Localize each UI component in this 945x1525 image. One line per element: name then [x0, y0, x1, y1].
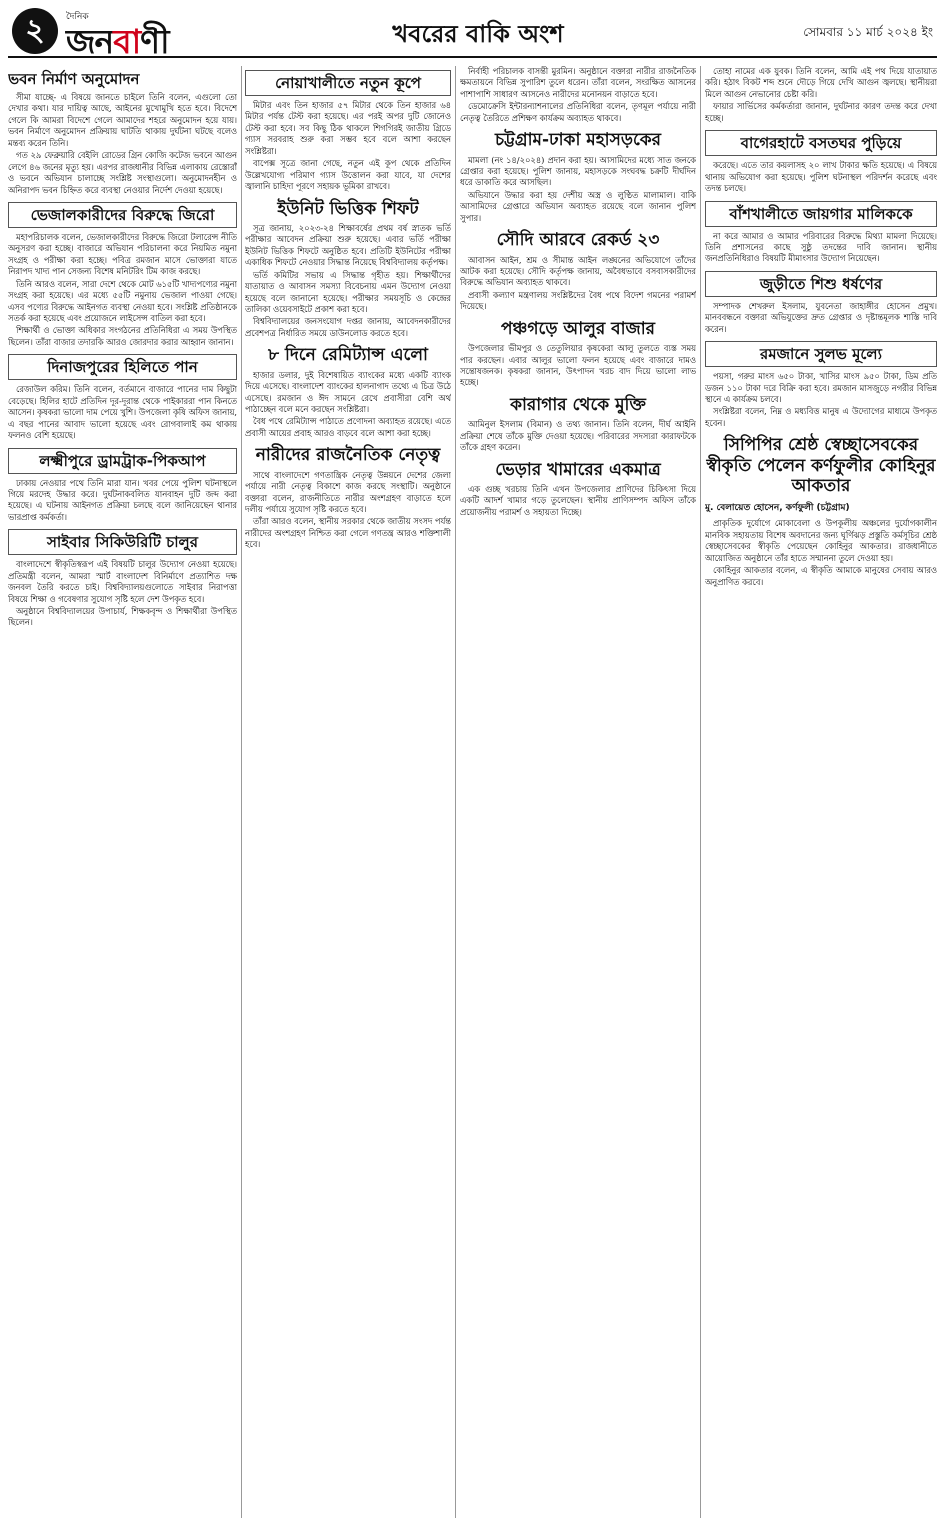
article-headline: সাইবার সিকিউরিটি চালুর [8, 529, 237, 555]
column-4 [705, 66, 937, 1518]
article-paragraph: উপজেলার ভীমপুর ও তেতুলিয়ার কৃষকেরা আলু তুলতে ব্যস্ত সময় পার করছেন। এবার আলুর ভালো ফলন হয়েছে এবং বাজারে দামও সন্তোষজনক। কৃষকরা জানান, উৎপাদন খরচ বাদ দিয়ে ভালো লাভ হচ্ছে। [460, 343, 696, 388]
article-headline: বাগেরহাটে বসতঘর পুড়িয়ে [705, 130, 937, 156]
article [705, 130, 937, 194]
article-paragraph: না করে আমার ও আমার পরিবারের বিরুদ্ধে মিথ্যা মামলা দিয়েছে। তিনি প্রশাসনের কাছে সুষ্ঠু তদন্তের দাবি জানান। স্থানীয় জনপ্রতিনিধিরাও বিষয়টি মীমাংসার উদ্যোগ নিয়েছেন। [705, 230, 937, 264]
article-paragraph: শিক্ষার্থী ও ভোক্তা অধিকার সংগঠনের প্রতিনিধিরা এ সময় উপস্থিত ছিলেন। তাঁরা বাজার তদারকি আরও জোরদার করার আহ্বান জানান। [8, 325, 237, 347]
article [245, 199, 451, 340]
article-paragraph: ঢাকায় নেওয়ার পথে তিনি মারা যান। খবর পেয়ে পুলিশ ঘটনাস্থলে গিয়ে মরদেহ উদ্ধার করে। দুর্ঘটনাকবলিত যানবাহন দুটি জব্দ করা হয়েছে। এ ঘটনায় আইনগত প্রক্রিয়া চলছে বলে জানিয়েছেন থানার ভারপ্রাপ্ত কর্মকর্তা। [8, 477, 237, 522]
article [460, 230, 696, 313]
article [460, 319, 696, 389]
article-body [245, 223, 451, 339]
column-3 [460, 66, 696, 1518]
article-headline: ভবন নির্মাণ অনুমোদন [8, 70, 140, 88]
paper-name: জনবাণী [66, 22, 169, 61]
article-paragraph: সাথে বাংলাদেশে গণতান্ত্রিক নেতৃত্ব উন্নয়নে দেশের জেলা পর্যায়ে নারী নেতৃত্ব বিকাশে কাজ করছে সংস্থাটি। অনুষ্ঠানে বক্তারা বলেন, রাজনীতিতে নারীর অংশগ্রহণ বাড়াতে হলে দলীয় পর্যায়ে সুযোগ সৃষ্টি করতে হবে। [245, 469, 451, 514]
article-headline: চট্টগ্রাম-ঢাকা মহাসড়কের [494, 130, 662, 151]
article-body [8, 232, 237, 348]
article-headline: বাঁশখালীতে জায়গার মালিককে [705, 201, 937, 227]
article-body [245, 100, 451, 193]
article-body [8, 559, 237, 629]
article [705, 271, 937, 335]
article-paragraph: আবাসন আইন, শ্রম ও সীমান্ত আইন লঙ্ঘনের অভিযোগে তাঁদের আটক করা হয়েছে। সৌদি কর্তৃপক্ষ জানায়, অবৈধভাবে বসবাসকারীদের বিরুদ্ধে অভিযান অব্যাহত থাকবে। [460, 254, 696, 288]
issue-date: সোমবার ১১ মার্চ ২০২৪ ইং [803, 25, 933, 39]
article-paragraph: সম্পাদক শেখরুল ইসলাম, যুবনেতা জাহাঙ্গীর হোসেন প্রমুখ। মানববন্ধনে বক্তারা অভিযুক্তের দ্রুত গ্রেপ্তার ও দৃষ্টান্তমূলক শাস্তি দাবি করেন। [705, 300, 937, 334]
article-paragraph: সীমা যাচ্ছে- এ বিষয়ে জানতে চাইলে তিনি বলেন, এগুলো তো দেখার কথা। যার দায়িত্ব আছে, আইনের মুখোমুখি হতে হবে। বিদেশে গেলে কি আমরা বিদেশে গেলে আমাদের শহরে অনুমোদন হয়ে যায়। ভবন নির্মাণে অনুমোদন প্রক্রিয়ায় ঘাটতি থাকায় দুর্ঘটনা ঘটছে বলেও মন্তব্য করেন তিনি। [8, 92, 237, 148]
article-paragraph: গত ২৯ ফেব্রুয়ারি বেইলি রোডের গ্রিন কোজি কটেজ ভবনে আগুন লেগে ৪৬ জনের মৃত্যু হয়। এরপর রাজধানীর বিভিন্ন এলাকায় রেস্তোরাঁ ও ভবনে অভিযান চালাচ্ছে সংশ্লিষ্ট সংস্থাগুলো। অনুমোদনহীন ও অনিরাপদ ভবন চিহ্নিত করে ব্যবস্থা নেওয়ার নির্দেশ দেওয়া হয়েছে। [8, 150, 237, 195]
article-paragraph: অভিযানে উদ্ধার করা হয় দেশীয় অস্ত্র ও লুণ্ঠিত মালামাল। বাকি আসামিদের গ্রেপ্তারে অভিযান অব্যাহত রয়েছে বলে জানান পুলিশ সুপার। [460, 189, 696, 223]
newspaper-logo [12, 8, 237, 61]
article-paragraph: রেজাউল করিম। তিনি বলেন, বর্তমানে বাজারে পানের দাম কিছুটা বেড়েছে। হিলির হাটে প্রতিদিন দূর-দূরান্ত থেকে পাইকাররা পান কিনতে আসেন। কৃষকরা ভালো দাম পেয়ে খুশি। উপজেলা কৃষি অফিস জানায়, এ বছর পানের আবাদ ভালো হয়েছে এবং রোগবালাই কম থাকায় ফলনও বেশি হয়েছে। [8, 384, 237, 441]
article-body [8, 92, 237, 196]
article-paragraph: এক গুচ্ছ খরচায় তিনি এখন উপজেলার প্রাণিদের চিকিৎসা দিয়ে একটি আদর্শ খামার গড়ে তুলেছেন। স্থানীয় প্রাণিসম্পদ অফিস তাঁকে প্রয়োজনীয় পরামর্শ ও সহায়তা দিচ্ছে। [460, 484, 696, 517]
article-headline: পঞ্চগড়ে আলুর বাজার [500, 318, 656, 339]
article [705, 341, 937, 429]
section-title: খবরের বাকি অংশ [392, 19, 564, 48]
column-2 [245, 66, 451, 1518]
article-paragraph: নির্বাহী পরিচালক বাসন্তী মুরমিন। অনুষ্ঠানে বক্তারা নারীর রাজনৈতিক ক্ষমতায়নে বিভিন্ন সুপারিশ তুলে ধরেন। তাঁরা বলেন, সংরক্ষিত আসনের পাশাপাশি সাধারণ আসনেও নারীদের মনোনয়ন বাড়াতে হবে। [460, 66, 696, 99]
article-paragraph: বাপেক্স সূত্রে জানা গেছে, নতুন এই কূপ থেকে প্রতিদিন উল্লেখযোগ্য পরিমাণ গ্যাস উত্তোলন করা যাবে, যা দেশের জ্বালানি চাহিদা পূরণে সহায়ক ভূমিকা রাখবে। [245, 158, 451, 192]
masthead [8, 6, 937, 61]
column-divider [455, 66, 456, 1518]
article [245, 445, 451, 550]
article-paragraph: ভর্তি কমিটির সভায় এ সিদ্ধান্ত গৃহীত হয়। শিক্ষার্থীদের যাতায়াত ও আবাসন সমস্যা বিবেচনায় এমন উদ্যোগ নেওয়া হয়েছে বলে জানানো হয়েছে। পরীক্ষার সময়সূচি ও কেন্দ্রের তালিকা ওয়েবসাইটে প্রকাশ করা হবে। [245, 269, 451, 314]
article-paragraph: পয়সা, গরুর মাংস ৬৫০ টাকা, খাসির মাংস ৯৫০ টাকা, ডিম প্রতি ডজন ১১০ টাকা দরে বিক্রি করা হবে। রমজান মাসজুড়ে নগরীর বিভিন্ন স্থানে এ কার্যক্রম চলবে। [705, 371, 937, 404]
article-paragraph: সংশ্লিষ্টরা বলেন, নিম্ন ও মধ্যবিত্ত মানুষ এ উদ্যোগের মাধ্যমে উপকৃত হবেন। [705, 406, 937, 428]
article-paragraph: বিশ্ববিদ্যালয়ের জনসংযোগ দপ্তর জানায়, আবেদনকারীদের প্রবেশপত্র নির্ধারিত সময়ে ডাউনলোড করতে হবে। [245, 316, 451, 338]
article-body [705, 231, 937, 265]
article-headline: কারাগার থেকে মুক্তি [510, 394, 646, 415]
article [245, 70, 451, 193]
article-paragraph: তিনি আরও বলেন, সারা দেশে থেকে মোট ৬১৫টি খাদ্যপণ্যের নমুনা সংগ্রহ করা হয়েছে। এর মধ্যে ৫৫টি নমুনায় ভেজাল পাওয়া গেছে। এসব পণ্যের বিরুদ্ধে আইনগত ব্যবস্থা নেওয়া হবে। সংশ্লিষ্ট প্রতিষ্ঠানকে সতর্ক করা হয়েছে এবং প্রয়োজনে লাইসেন্স বাতিল করা হবে। [8, 278, 237, 323]
article-body [245, 370, 451, 440]
article-body [8, 384, 237, 441]
article-headline: ভেজালকারীদের বিরুদ্ধে জিরো [8, 202, 237, 228]
column-1 [8, 66, 237, 1518]
article [460, 130, 696, 224]
article-paragraph: মহাপরিচালক বলেন, ভেজালকারীদের বিরুদ্ধে জিরো টলারেন্স নীতি অনুসরণ করা হচ্ছে। বাজারে অভিযান পরিচালনা করে নিয়মিত নমুনা সংগ্রহ ও পরীক্ষা করা হচ্ছে। পবিত্র রমজান মাসে ভোক্তারা যাতে নিরাপদ খাদ্য পান সেজন্য বিশেষ মনিটরিং টিম কাজ করছে। [8, 231, 237, 277]
article-paragraph: সূত্র জানায়, ২০২৩-২৪ শিক্ষাবর্ষের প্রথম বর্ষ স্নাতক ভর্তি পরীক্ষার আবেদন প্রক্রিয়া শুরু হয়েছে। এবার ভর্তি পরীক্ষা ইউনিট ভিত্তিক শিফটে অনুষ্ঠিত হবে। প্রতিটি ইউনিটের পরীক্ষা একাধিক শিফটে নেওয়ার সিদ্ধান্ত নিয়েছে বিশ্ববিদ্যালয় কর্তৃপক্ষ। [245, 222, 451, 268]
article [8, 448, 237, 524]
article-paragraph: আমিনুল ইসলাম (বিমান) ও তথ্য জানান। তিনি বলেন, দীর্ঘ আইনি প্রক্রিয়া শেষে তাঁকে মুক্তি দেওয়া হয়েছে। পরিবারের সদস্যরা কারাফটকে তাঁকে গ্রহণ করেন। [460, 419, 696, 453]
article-body [705, 518, 937, 588]
article-paragraph: মিটার এবং তিন হাজার ৫৭ মিটার থেকে তিন হাজার ৬৪ মিটার পর্যন্ত টেস্ট করা হয়েছে। এর পরই অপর দুটি জোনেও টেস্ট করা হবে। সব কিছু ঠিক থাকলে শিগগিরই জাতীয় গ্রিডে গ্যাস সরবরাহ শুরু করা সম্ভব হবে বলে আশা করছেন সংশ্লিষ্টরা। [245, 100, 451, 156]
article-headline: নোয়াখালীতে নতুন কূপে [245, 70, 451, 96]
article-paragraph: তোহা নামের এক যুবক। তিনি বলেন, আমি এই পথ দিয়ে যাতায়াত করি। হঠাৎ বিকট শব্দ শুনে দৌড়ে গিয়ে দেখি আগুন জ্বলছে। স্থানীয়রা মিলে আগুন নেভানোর চেষ্টা করি। [705, 66, 937, 99]
article-body [460, 484, 696, 518]
article [460, 395, 696, 454]
article-body [245, 470, 451, 551]
article-headline: রমজানে সুলভ মূল্যে [705, 341, 937, 367]
page-number: ২ [12, 8, 58, 54]
article-paragraph: ফায়ার সার্ভিসের কর্মকর্তারা জানান, দুর্ঘটনার কারণ তদন্ত করে দেখা হচ্ছে। [705, 101, 937, 123]
article [460, 66, 696, 124]
article-headline: জুড়ীতে শিশু ধর্ষণের [705, 271, 937, 297]
article-body [705, 371, 937, 429]
article-paragraph: অনুষ্ঠানে বিশ্ববিদ্যালয়ের উপাচার্য, শিক্ষকবৃন্দ ও শিক্ষার্থীরা উপস্থিত ছিলেন। [8, 606, 237, 628]
article-body [8, 478, 237, 524]
article-paragraph: ডেমোক্রেসি ইন্টারন্যাশনালের প্রতিনিধিরা বলেন, তৃণমূল পর্যায়ে নারী নেতৃত্ব তৈরিতে প্রশিক্ষণ কার্যক্রম অব্যাহত থাকবে। [460, 101, 696, 123]
article-paragraph: প্রবাসী কল্যাণ মন্ত্রণালয় সংশ্লিষ্টদের বৈধ পথে বিদেশ গমনের পরামর্শ দিয়েছে। [460, 289, 696, 312]
article [8, 529, 237, 629]
article-body [705, 301, 937, 335]
article-paragraph: বাংলাদেশে স্বীকৃতিস্বরূপ এই বিষয়টি চালুর উদ্যোগ নেওয়া হয়েছে। প্রতিমন্ত্রী বলেন, আমরা স্মার্ট বাংলাদেশ বিনির্মাণে প্রত্যাশিত দক্ষ জনবল তৈরি করতে চাই। বিশ্ববিদ্যালয়গুলোতে সাইবার নিরাপত্তা বিষয়ে শিক্ষা ও গবেষণার সুযোগ সৃষ্টি হলে দেশ উপকৃত হবে। [8, 559, 237, 604]
article-headline: নারীদের রাজনৈতিক নেতৃত্ব [255, 445, 441, 466]
article-headline: সিপিপির শ্রেষ্ঠ স্বেচ্ছাসেবকের স্বীকৃতি পেলেন কর্ণফুলীর কোহিনুর আকতার [706, 435, 936, 497]
article [460, 460, 696, 519]
article-headline: দিনাজপুরের হিলিতে পান [8, 354, 237, 380]
article-body [460, 343, 696, 389]
article [245, 345, 451, 439]
article [8, 354, 237, 441]
article-body [705, 160, 937, 194]
article-paragraph: বৈধ পথে রেমিট্যান্স পাঠাতে প্রণোদনা অব্যাহত রয়েছে। এতে প্রবাসী আয়ের প্রবাহ আরও বাড়বে বলে আশা করা হচ্ছে। [245, 416, 451, 438]
daily-label: দৈনিক [66, 12, 89, 22]
article [705, 435, 937, 588]
article [705, 201, 937, 265]
article-headline: ভেড়ার খামারের একমাত্র [495, 459, 661, 480]
article-paragraph: হাজার ডলার, দুই বিশেষায়িত ব্যাংকের মধ্যে একটি ব্যাংক দিয়ে এসেছে। বাংলাদেশ ব্যাংকের হালনাগাদ তথ্যে এ চিত্র উঠে এসেছে। রমজান ও ঈদ সামনে রেখে প্রবাসীরা বেশি অর্থ পাঠাচ্ছেন বলে মনে করছেন সংশ্লিষ্টরা। [245, 369, 451, 414]
article-headline: ইউনিট ভিত্তিক শিফট [277, 198, 419, 219]
article-body [460, 155, 696, 225]
article-headline: সৌদি আরবে রেকর্ড ২৩ [496, 230, 660, 251]
article-headline: ৮ দিনে রেমিট্যান্স এলো [268, 345, 428, 366]
article-byline: মু. বেলায়েত হোসেন, কর্ণফুলী (চট্টগ্রাম) [705, 503, 850, 514]
article [8, 202, 237, 348]
column-divider [241, 66, 242, 1518]
article-paragraph: মামলা (নং ১৪/২০২৪) প্রদান করা হয়। আসামিদের মধ্যে সাত জনকে গ্রেপ্তার করা হয়েছে। পুলিশ জানায়, মহাসড়কে সংঘবদ্ধ চক্রটি দীর্ঘদিন ধরে ডাকাতি করে আসছিল। [460, 154, 696, 188]
article [705, 66, 937, 124]
article-body [460, 255, 696, 313]
article-paragraph: প্রাকৃতিক দুর্যোগে মোকাবেলা ও উপকূলীয় অঞ্চলের দুর্যোগকালীন মানবিক সহায়তায় বিশেষ অবদানের জন্য ঘূর্ণিঝড় প্রস্তুতি কর্মসূচির শ্রেষ্ঠ স্বেচ্ছাসেবকের স্বীকৃতি পেয়েছেন কোহিনুর আকতার। রাজধানীতে আয়োজিত অনুষ্ঠানে তাঁর হাতে সম্মাননা তুলে দেওয়া হয়। [705, 518, 937, 563]
article-headline: লক্ষ্মীপুরে ড্রামট্রাক-পিকআপ [8, 448, 237, 474]
article [8, 70, 237, 196]
column-divider [700, 66, 701, 1518]
article-paragraph: করেছে। এতে তার কয়লাসহ ২০ লাখ টাকার ক্ষতি হয়েছে। এ বিষয়ে থানায় অভিযোগ করা হয়েছে। পুলিশ ঘটনাস্থল পরিদর্শন করেছে এবং তদন্ত চলছে। [705, 160, 937, 194]
article-body [460, 419, 696, 453]
article-paragraph: তাঁরা আরও বলেন, স্থানীয় সরকার থেকে জাতীয় সংসদ পর্যন্ত নারীদের অংশগ্রহণ নিশ্চিত করা গেলে গণতন্ত্র আরও শক্তিশালী হবে। [245, 516, 451, 550]
article-body [705, 66, 937, 124]
article-body [460, 66, 696, 124]
article-paragraph: কোহিনুর আকতার বলেন, এ স্বীকৃতি আমাকে মানুষের সেবায় আরও অনুপ্রাণিত করবে। [705, 565, 937, 587]
